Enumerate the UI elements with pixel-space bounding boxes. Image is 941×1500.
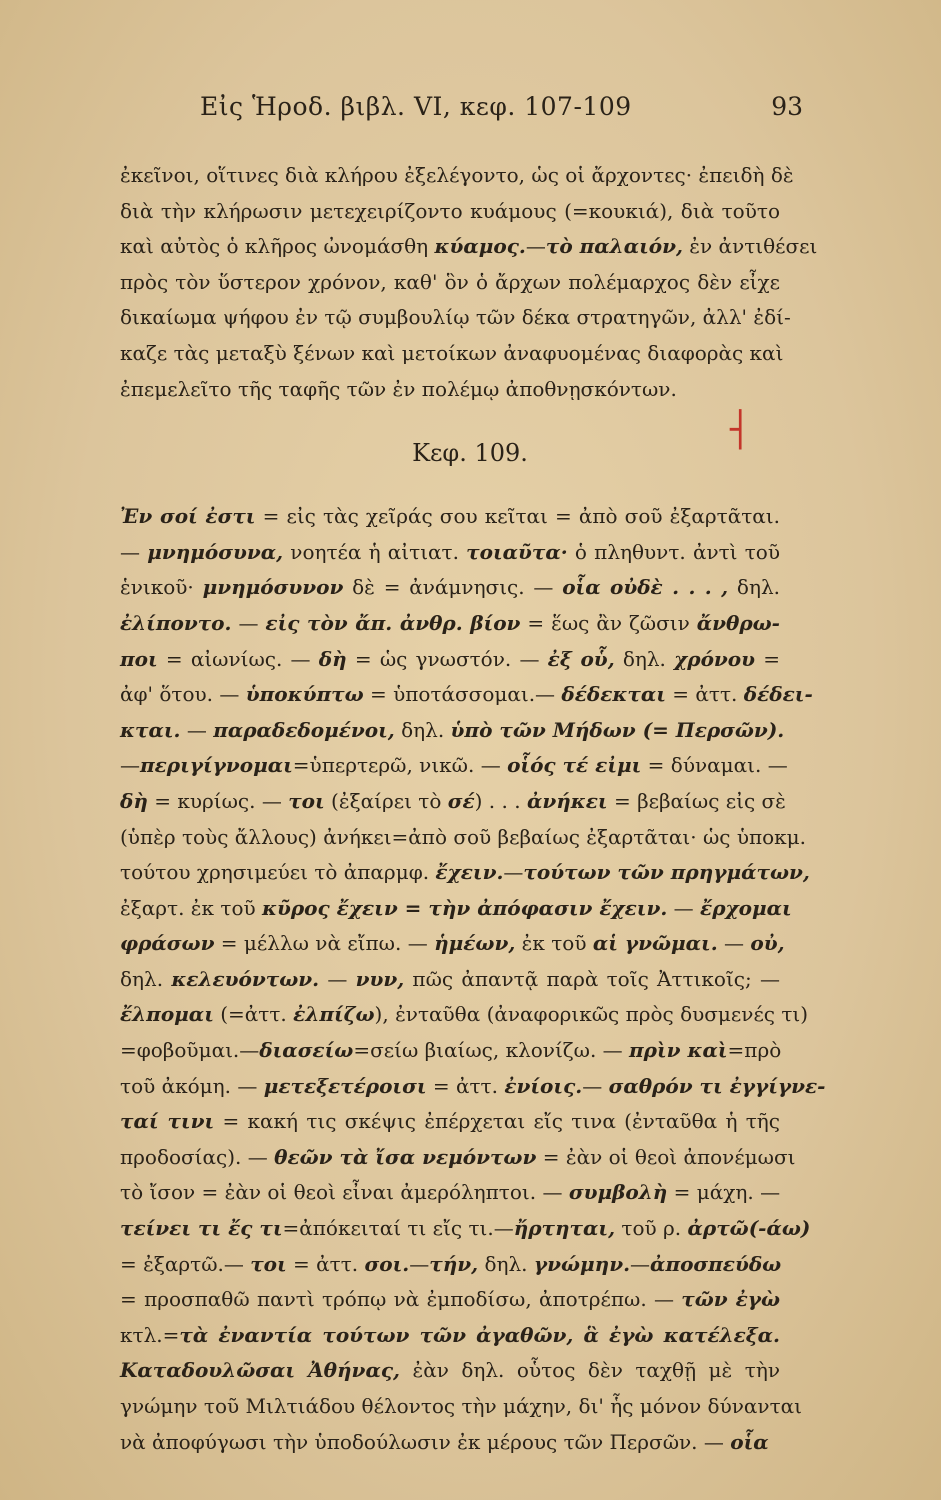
text-run: =ἀπόκειταί τι εἴς τι.—	[282, 1216, 514, 1241]
text-run: καὶ αὐτὸς ὁ κλῆρος ὠνομάσθη	[120, 234, 435, 259]
text-line	[120, 229, 818, 265]
text-line	[120, 1069, 826, 1105]
lemma-text: σέ	[447, 788, 475, 813]
lemma-text: δὴ	[318, 646, 347, 671]
paragraph-commentary-108	[120, 158, 818, 407]
lemma-text: σαθρόν τι ἐγγίγνε-	[608, 1073, 826, 1098]
page-number: 93	[771, 92, 803, 121]
text-run: ἐπεμελεῖτο τῆς ταφῆς τῶν ἐν πολέμῳ ἀποθνῃσκόντων.	[120, 376, 677, 401]
lemma-text: εἰς τὸν ἄπ. ἀνθρ. βίον	[265, 610, 521, 635]
text-run: ἐξαρτ. ἐκ τοῦ	[120, 895, 263, 920]
lemma-text: ὑπὸ τῶν Μήδων (= Περσῶν).	[450, 717, 785, 742]
text-run: —	[120, 539, 148, 564]
margin-pencil-mark: ┤	[730, 410, 751, 450]
text-line	[120, 570, 780, 606]
text-run: = κακή τις σκέψις ἐπέρχεται εἴς τινα (ἐνταῦθα ἡ τῆς	[214, 1109, 780, 1134]
text-line	[120, 642, 780, 678]
text-run: νοητέα ἡ αἰτιατ.	[283, 539, 467, 564]
text-run: = εἰς τὰς χεῖράς σου κεῖται = ἀπὸ σοῦ ἐξαρτᾶται.	[255, 504, 780, 529]
running-title: Εἰς Ἡροδ. βιβλ. VI, κεφ. 107-109	[200, 92, 632, 121]
lemma-text: ἐλπίζω	[293, 1002, 375, 1027]
text-line	[120, 194, 780, 230]
text-run: = ἀττ.	[426, 1073, 505, 1098]
lemma-text: χρόνου	[674, 646, 756, 671]
text-run: νὰ ἀποφύγωσι τὴν ὑποδούλωσιν ἐκ μέρους τῶν Περσῶν. —	[120, 1429, 731, 1454]
lemma-text: δέδεκται	[561, 682, 666, 707]
text-line	[120, 713, 785, 749]
text-line	[120, 372, 780, 408]
lemma-text: ὑποκύπτω	[245, 682, 364, 707]
text-run: δηλ.	[728, 575, 780, 600]
lemma-text: τούτων τῶν πρηγμάτων,	[523, 860, 810, 885]
lemma-text: ἔλπομαι	[120, 1002, 214, 1027]
text-run: = αἰωνίως. —	[157, 646, 319, 671]
text-run: = ἀττ.	[286, 1251, 365, 1276]
text-line	[120, 606, 780, 642]
text-line	[120, 891, 792, 927]
lemma-text: τοι	[250, 1251, 287, 1276]
lemma-text: συμβολὴ	[568, 1180, 668, 1205]
text-run: —	[120, 753, 140, 778]
text-run: δικαίωμα ψήφου ἐν τῷ συμβουλίῳ τῶν δέκα στρατηγῶν, ἀλλ' ἐδί-	[120, 305, 791, 330]
text-run: = κυρίως. —	[147, 788, 289, 813]
text-run: = ἀττ.	[665, 682, 744, 707]
text-run: (=ἀττ.	[213, 1002, 294, 1027]
text-line	[120, 1140, 796, 1176]
text-run: —	[582, 1073, 609, 1098]
text-run: =ὑπερτερῶ, νικῶ. —	[292, 753, 508, 778]
text-run: =πρὸ	[727, 1038, 782, 1063]
lemma-text: τοι	[288, 788, 325, 813]
lemma-text: διασείω	[259, 1038, 354, 1063]
text-line	[120, 1104, 780, 1140]
text-run: —	[319, 966, 356, 991]
text-run: δηλ.	[120, 966, 172, 991]
text-run: ἐὰν δηλ. οὗτος δὲν ταχθῇ μὲ τὴν	[399, 1358, 780, 1383]
text-run: δηλ.	[478, 1251, 534, 1276]
text-line	[120, 158, 794, 194]
text-line	[120, 300, 791, 336]
text-run: —	[503, 860, 524, 885]
lemma-text: γνώμην.	[533, 1251, 631, 1276]
text-run: κτλ.=	[120, 1322, 180, 1347]
text-run: γνώμην τοῦ Μιλτιάδου θέλοντος τὴν μάχην, δι' ἧς μόνον δύνανται	[120, 1394, 802, 1418]
text-line	[120, 820, 807, 856]
lemma-text: πρὶν καὶ	[629, 1038, 728, 1063]
text-run: =	[755, 646, 780, 671]
text-line	[120, 336, 784, 372]
lemma-text: ποι	[120, 646, 158, 671]
text-run: διὰ τὴν κλήρωσιν μετεχειρίζοντο κυάμους (=κουκιά), διὰ τοῦτο	[120, 198, 780, 223]
text-run: = δύναμαι. —	[641, 753, 788, 778]
lemma-text: τὸ παλαιόν,	[545, 234, 683, 259]
text-run: δὲ = ἀνάμνησις. —	[343, 575, 563, 600]
text-run: ὁ πληθυντ. ἀντὶ τοῦ	[567, 539, 780, 564]
lemma-text: τὰ ἐναντία τούτων τῶν ἀγαθῶν, ἃ ἐγὼ κατέλεξα.	[179, 1322, 780, 1347]
lemma-text: τήν,	[429, 1251, 479, 1276]
text-line	[120, 1211, 811, 1247]
text-run: ἐκεῖνοι, οἵτινες διὰ κλήρου ἐξελέγοντο, ὡς οἱ ἄρχοντες· ἐπειδὴ δὲ	[120, 163, 794, 187]
lemma-text: ἐνίοις.	[504, 1073, 583, 1098]
text-run: ) . . .	[474, 788, 527, 813]
text-line	[120, 535, 780, 571]
lemma-text: οἷα	[730, 1429, 769, 1454]
lemma-text: τείνει τι ἔς τι	[120, 1216, 283, 1241]
text-run: πρὸς τὸν ὕστερον χρόνον, καθ' ὃν ὁ ἄρχων πολέμαρχος δὲν εἶχε	[120, 269, 780, 294]
text-line	[120, 1282, 780, 1318]
lemma-text: δέδει-	[743, 682, 813, 707]
text-run: καζε τὰς μεταξὺ ξένων καὶ μετοίκων ἀναφυομένας διαφορὰς καὶ	[120, 340, 784, 365]
lemma-text: περιγίγνομαι	[140, 753, 293, 778]
lemma-text: ἐλίποντο.	[120, 610, 232, 635]
text-line	[120, 1318, 780, 1354]
text-line	[120, 1175, 780, 1211]
lemma-text: ἀνήκει	[526, 788, 608, 813]
text-run: πῶς ἀπαντᾷ παρὰ τοῖς Ἀττικοῖς; —	[404, 966, 780, 991]
paragraph-commentary-109	[120, 499, 826, 1460]
lemma-text: θεῶν τὰ ἴσα νεμόντων	[274, 1144, 537, 1169]
text-line	[120, 1033, 780, 1069]
text-run: δηλ.	[394, 717, 451, 742]
text-line	[120, 1353, 780, 1389]
lemma-text: ἐξ οὗ,	[547, 646, 615, 671]
lemma-text: ἔχειν.	[435, 860, 504, 885]
text-run: ἑνικοῦ·	[120, 575, 203, 600]
text-run: —	[525, 234, 546, 259]
text-run: = ὑποτάσσομαι.—	[363, 682, 562, 707]
text-run: —	[717, 931, 751, 956]
text-run: —	[630, 1251, 651, 1276]
text-line	[120, 1425, 780, 1461]
chapter-heading: Κεφ. 109.	[412, 439, 528, 468]
lemma-text: οἷός τέ εἰμι	[507, 753, 642, 778]
text-run: —	[409, 1251, 430, 1276]
text-run: = ἐὰν οἱ θεοὶ ἀπονέμωσι	[536, 1144, 796, 1169]
text-line	[120, 1389, 802, 1425]
text-line	[120, 962, 780, 998]
text-run: ), ἐνταῦθα (ἀναφορικῶς πρὸς δυσμενές τι)	[374, 1002, 809, 1027]
text-line	[120, 265, 780, 301]
lemma-text: ἀρτῶ(-άω)	[687, 1216, 811, 1241]
text-run: —	[180, 717, 214, 742]
text-run: τούτου χρησιμεύει τὸ ἀπαρμφ.	[120, 860, 436, 885]
lemma-text: παραδεδομένοι,	[213, 717, 395, 742]
lemma-text: ἡμέων,	[434, 931, 516, 956]
text-run: = βεβαίως εἰς σὲ	[607, 788, 786, 813]
text-run: τὸ ἴσον = ἐὰν οἱ θεοὶ εἶναι ἀμερόληπτοι. —	[120, 1180, 569, 1205]
text-run: = ὡς γνωστόν. —	[346, 646, 548, 671]
text-run: =σείω βιαίως, κλονίζω. —	[353, 1038, 630, 1063]
lemma-text: οἷα οὐδὲ . . . ,	[562, 575, 729, 600]
lemma-text: αἱ γνῶμαι.	[592, 931, 718, 956]
text-run: δηλ.	[614, 646, 675, 671]
text-run: = προσπαθῶ παντὶ τρόπῳ νὰ ἐμποδίσω, ἀποτρέπω. —	[120, 1287, 682, 1312]
text-line	[120, 997, 809, 1033]
text-line	[120, 499, 780, 535]
lemma-text: ταί τινι	[120, 1109, 215, 1134]
lemma-text: ἀποσπεύδω	[650, 1251, 782, 1276]
lemma-text: κται.	[120, 717, 181, 742]
text-run: = ἕως ἂν ζῶσιν	[520, 610, 697, 635]
lemma-text: μνημόσυνα,	[147, 539, 284, 564]
text-run: (ὑπὲρ τοὺς ἄλλους) ἀνήκει=ἀπὸ σοῦ βεβαίως ἐξαρτᾶται· ὡς ὑποκμ.	[120, 824, 807, 849]
lemma-text: τῶν ἐγὼ	[681, 1287, 780, 1312]
lemma-text: ἤρτηται,	[513, 1216, 616, 1241]
text-line	[120, 855, 810, 891]
lemma-text: σοι.	[364, 1251, 410, 1276]
lemma-text: Ἐν σοί ἐστι	[120, 504, 256, 529]
text-run: ἐκ τοῦ	[515, 931, 593, 956]
lemma-text: κῦρος ἔχειν = τὴν ἀπόφασιν ἔχειν.	[262, 895, 668, 920]
lemma-text: οὐ,	[750, 931, 785, 956]
lemma-text: τοιαῦτα·	[466, 539, 568, 564]
page-body	[120, 158, 826, 1460]
text-run: τοῦ ρ.	[615, 1216, 688, 1241]
text-run: = μάχη. —	[667, 1180, 781, 1205]
text-line	[120, 748, 788, 784]
lemma-text: ἄνθρω-	[696, 610, 780, 635]
text-line	[120, 784, 786, 820]
text-line	[120, 926, 785, 962]
text-run: —	[667, 895, 701, 920]
text-line	[120, 1247, 780, 1283]
lemma-text: Καταδουλῶσαι Ἀθήνας,	[120, 1358, 400, 1383]
text-run: ἐν ἀντιθέσει	[682, 234, 818, 259]
lemma-text: μετεξετέροισι	[263, 1073, 427, 1098]
lemma-text: κύαμος.	[434, 234, 526, 259]
text-run: τοῦ ἀκόμη. —	[120, 1073, 264, 1098]
lemma-text: δὴ	[120, 788, 148, 813]
lemma-text: νυν,	[355, 966, 405, 991]
text-run: = μέλλω νὰ εἴπω. —	[214, 931, 435, 956]
text-run: προδοσίας). —	[120, 1144, 275, 1169]
lemma-text: ἔρχομαι	[700, 895, 792, 920]
lemma-text: φράσων	[120, 931, 215, 956]
text-line	[120, 677, 813, 713]
lemma-text: μνημόσυνον	[202, 575, 344, 600]
text-run: ἀφ' ὅτου. —	[120, 682, 246, 707]
text-run: (ἐξαίρει τὸ	[324, 788, 448, 813]
text-run: =φοβοῦμαι.—	[120, 1038, 260, 1063]
text-run: —	[231, 610, 266, 635]
text-run: = ἐξαρτῶ.—	[120, 1251, 251, 1276]
lemma-text: κελευόντων.	[171, 966, 320, 991]
